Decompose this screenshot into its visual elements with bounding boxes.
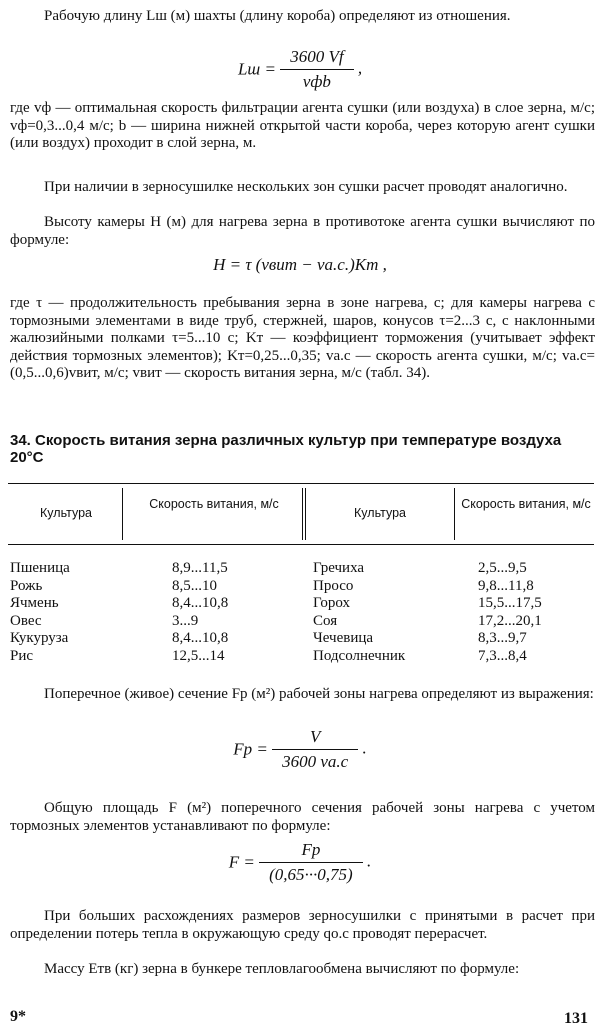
header-culture-2: Культура <box>354 506 406 520</box>
formula-lhs: F = <box>228 852 255 872</box>
formula-lhs: Lш = <box>237 59 276 79</box>
left-speed-column <box>172 560 228 666</box>
table-cell-speed: 9,8...11,8 <box>478 577 534 594</box>
table-cell-crop: Рис <box>10 647 34 664</box>
table-divider <box>454 488 455 540</box>
formula-punct: . <box>366 851 372 871</box>
table-cell-crop: Ячмень <box>10 595 59 612</box>
formula-shaft-length <box>0 47 600 92</box>
table-cell-crop: Горох <box>313 595 350 612</box>
formula-denominator: 3600 vа.с <box>282 752 349 771</box>
formula-punct: . <box>362 738 367 758</box>
table-cell-speed: 8,4...10,8 <box>172 630 229 647</box>
formula-lhs: Fр = <box>233 739 268 759</box>
table-title: 34. Скорость витания зерна различных культур при температуре воздуха 20°С <box>10 432 562 466</box>
table-cell-speed: 7,3...8,4 <box>478 647 527 664</box>
paragraph-total-area: Общую площадь F (м²) поперечного сечения рабочей зоны нагрева с учетом тормозных элементов устанавливают по формуле: <box>10 800 595 834</box>
formula-denominator: vфb <box>302 72 331 91</box>
table-cell-speed: 2,5...9,5 <box>478 560 527 576</box>
table-divider <box>122 488 123 540</box>
header-speed-2: Скорость витания, м/с <box>461 497 591 511</box>
table-cell-speed: 15,5...17,5 <box>478 595 542 612</box>
table-cell-speed: 8,4...10,8 <box>172 595 229 612</box>
table-divider <box>302 488 303 540</box>
table-cell-crop: Овес <box>10 612 42 629</box>
header-culture: Культура <box>40 506 92 520</box>
table-cell-crop: Подсолнечник <box>313 647 406 664</box>
table-cell-speed: 12,5...14 <box>172 647 225 664</box>
table-cell-crop: Чечевица <box>313 630 374 647</box>
table-cell-speed: 8,5...10 <box>172 577 217 594</box>
header-speed: Скорость витания, м/с <box>149 497 279 511</box>
paragraph-heating-definitions: где τ — продолжительность пребывания зерна в зоне нагрева, с; для камеры нагрева с тормозными элементами в виде труб, стержней, шаров, конусов τ=2...3 с, с наклонными жалюзийными полками τ=5...10 с; Kт — коэффициент торможения (учитывает эффект действия тормозных элементов); Kт=0,25...0,35; vа.с — скорость агента сушки, м/с; vа.с=(0,5...0,6)vвит, м/с; vвит — скорость витания зерна, м/с (табл. 34). <box>10 295 595 381</box>
table-cell-crop: Пшеница <box>10 560 70 576</box>
paragraph-shaft-length: Рабочую длину Lш (м) шахты (длину короба) определяют из отношения. <box>44 8 511 24</box>
table-cell-crop: Рожь <box>10 577 43 594</box>
formula-fraction <box>280 47 353 92</box>
formula-denominator: (0,65···0,75) <box>269 865 353 884</box>
table-cell-speed: 3...9 <box>172 612 199 629</box>
formula-numerator: Fр <box>259 840 363 863</box>
table-top-rule <box>8 483 594 484</box>
formula-cross-section <box>0 727 600 772</box>
page-number: 131 <box>564 1010 588 1027</box>
paragraph-grain-mass: Массу Eтв (кг) зерна в бункере тепловлагообмена вычисляют по формуле: <box>44 961 520 977</box>
signature-mark: 9* <box>10 1008 26 1025</box>
formula-punct: , <box>357 58 363 78</box>
table-cell-crop: Просо <box>313 577 354 594</box>
paragraph-cross-section: Поперечное (живое) сечение Fр (м²) рабочей зоны нагрева определяют из выражения: <box>44 686 594 702</box>
formula-fraction <box>272 727 358 772</box>
formula-numerator: V <box>272 727 358 750</box>
paragraph-recalculation: При больших расхождениях размеров зерносушилки с принятыми в расчет при определении потерь тепла в окружающую среду qо.с проводят перерасчет. <box>10 908 595 942</box>
right-speed-column <box>478 560 542 666</box>
table-header-rule <box>8 544 594 545</box>
paragraph-multiple-zones: При наличии в зерносушилке нескольких зон сушки расчет проводят аналогично. <box>44 179 568 195</box>
paragraph-chamber-height: Высоту камеры H (м) для нагрева зерна в противотоке агента сушки вычисляют по формуле: <box>10 214 595 248</box>
table-cell-speed: 17,2...20,1 <box>478 612 542 629</box>
formula-fraction <box>259 840 363 885</box>
table-cell-speed: 8,3...9,7 <box>478 630 527 647</box>
formula-total-area <box>0 840 600 885</box>
formula-numerator: 3600 Vf <box>280 47 353 70</box>
paragraph-filtration-definitions: где vф — оптимальная скорость фильтрации агента сушки (или воздуха) в слое зерна, м/с; vф=0,3...0,4 м/с; b — ширина нижней открытой части короба, через которую агент сушки (или воздух) проходит в слой зерна, м. <box>10 100 595 151</box>
table-cell-crop: Кукуруза <box>10 630 69 647</box>
formula-chamber-height: H = τ (vвит − vа.с.)Kт , <box>213 255 387 274</box>
table-cell-crop: Гречиха <box>313 560 365 576</box>
table-cell-crop: Соя <box>313 612 338 629</box>
left-crop-column <box>10 560 70 666</box>
right-crop-column <box>313 560 405 666</box>
table-cell-speed: 8,9...11,5 <box>172 560 228 576</box>
